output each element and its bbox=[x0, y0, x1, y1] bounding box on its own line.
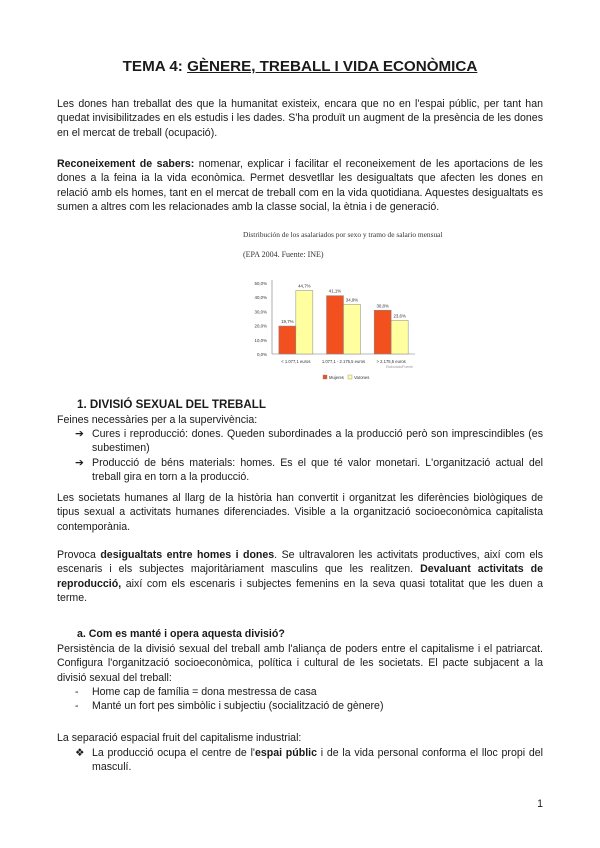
x-tick-label: < 1.077,1 euros bbox=[281, 359, 311, 364]
legend-label: Varones bbox=[354, 375, 370, 380]
y-tick-label: 10,0% bbox=[254, 337, 267, 343]
section1-para2 bbox=[57, 548, 543, 605]
y-tick-label: 50,0% bbox=[254, 281, 267, 286]
bar-varones bbox=[391, 320, 408, 354]
diamond-t2: i de la vida personal conforma el lloc propi del masculí. bbox=[92, 747, 543, 774]
section1-para1: Les societats humanes al llarg de la història han convertit i organitzat les diferències biològiques de tipus sexual a activitats humanes diferenciades. Visible a la organització socioeconòmica capitalista contemporània. bbox=[57, 492, 543, 533]
bar-varones bbox=[344, 304, 361, 354]
para2-t1: Provoca bbox=[57, 549, 101, 561]
subsection-a-diamonds bbox=[57, 746, 543, 775]
title-main: GÈNERE, TREBALL I VIDA ECONÒMICA bbox=[187, 58, 478, 75]
reconeixement-label: Reconeixement de sabers: bbox=[57, 158, 195, 170]
para2-b2: Devaluant activitats de reproducció, bbox=[57, 563, 543, 590]
title-prefix: TEMA 4: bbox=[122, 58, 188, 75]
bar-data-label: 23,6% bbox=[393, 313, 406, 319]
page-title bbox=[57, 57, 543, 77]
dash-icon: - bbox=[75, 700, 79, 713]
section1-heading: 1. DIVISIÓ SEXUAL DEL TREBALL bbox=[77, 398, 266, 411]
section1-bullets bbox=[57, 427, 543, 484]
dash-text: Manté un fort pes simbòlic i subjectiu (socialització de gènere) bbox=[92, 700, 384, 713]
list-item bbox=[57, 427, 543, 456]
bar-data-label: 19,7% bbox=[281, 319, 294, 325]
legend-swatch bbox=[348, 375, 352, 379]
bar-mujeres bbox=[374, 310, 391, 354]
x-tick-label: > 2.175,5 euros bbox=[376, 359, 406, 364]
section1-lead: Feines necessàries per a la supervivència: bbox=[57, 414, 258, 426]
y-tick-label: 20,0% bbox=[254, 323, 267, 329]
diamond-t1: La producció ocupa el centre de l' bbox=[92, 747, 255, 759]
para2-t3: així com els escenaris i subjectes femenins en la seva quasi totalitat que les duen a terme. bbox=[57, 577, 543, 604]
page-number: 1 bbox=[537, 798, 543, 810]
chart-subtitle: (EPA 2004. Fuente: INE) bbox=[243, 250, 324, 259]
reconeixement-text: nomenar, explicar i facilitar el reconeixement de les aportacions de les dones a la feina ia la vida econòmica. Permet desvetllar les desigualtats que afecten les dones en relació amb els homes, tant en el mercat de treball com en la vida quotidiana. Aquestes desigualtats es sumen a altres com les relacionades amb la classe social, la ètnia i de generació. bbox=[57, 158, 543, 213]
bar-data-label: 34,9% bbox=[345, 297, 359, 303]
intro-paragraph: Les dones han treballat des que la humanitat existeix, encara que no en l'espai públic, per tant han quedat invisibilitzades en els estudis i les dades. S'ha produït un augment de la presència de les dones en el mercat de treball (ocupació). bbox=[57, 98, 543, 139]
diamond-icon: ❖ bbox=[75, 747, 85, 759]
para2-t2: . Se ultravaloren les activitats productives, així com els escenaris i els subjectes majoritàriament masculins que les realitzen. bbox=[57, 549, 543, 576]
bar-data-label: 44,7% bbox=[298, 283, 311, 289]
list-item bbox=[57, 685, 543, 699]
subsection-a-dashes bbox=[57, 685, 543, 714]
bar-mujeres bbox=[279, 326, 296, 354]
y-tick-label: 0,0% bbox=[256, 352, 267, 357]
list-item bbox=[57, 746, 543, 775]
arrow-icon: ➔ bbox=[75, 456, 84, 469]
y-tick-label: 30,0% bbox=[254, 309, 267, 315]
bar-mujeres bbox=[327, 296, 344, 354]
x-tick-label: 1.077,1 - 2.175,5 euros bbox=[321, 359, 366, 364]
reconeixement-paragraph bbox=[57, 157, 543, 214]
salary-chart bbox=[187, 228, 443, 383]
arrow-icon: ➔ bbox=[75, 428, 84, 440]
para2-b1: desigualtats entre homes i dones bbox=[100, 549, 275, 561]
legend-label: Mujeres bbox=[329, 375, 344, 380]
y-tick-label: 40,0% bbox=[254, 295, 267, 301]
bar-data-label: 30,8% bbox=[376, 303, 389, 309]
dash-text: Home cap de família = dona mestressa de casa bbox=[92, 686, 317, 698]
legend-swatch bbox=[323, 375, 327, 379]
separacio-text: La separació espacial fruit del capitalisme industrial: bbox=[57, 732, 302, 744]
subsection-a-heading: a. Com es manté i opera aquesta divisió? bbox=[77, 628, 285, 640]
salary-chart-svg bbox=[187, 228, 443, 383]
bullet-text: Producció de béns materials: homes. Es el que té valor monetari. L'organització actual del treball gira en torn a la producció. bbox=[92, 456, 543, 483]
chart-title: Distribución de los asalariados por sexo y tramo de salario mensual bbox=[243, 230, 443, 239]
subsection-a-para: Persistència de la divisió sexual del treball amb l'aliança de poders entre el capitalisme i el patriarcat. Configura l'organització socioeconòmica, política i cultural de les societats. El pacte subjacent a la divisió sexual del treball: bbox=[57, 643, 543, 684]
bar-data-label: 41,1% bbox=[328, 288, 342, 294]
diamond-b1: espai públic bbox=[254, 747, 317, 759]
chart-source-note: Elaborado/Fuente bbox=[386, 365, 413, 369]
list-item bbox=[57, 456, 543, 485]
dash-icon: - bbox=[75, 686, 79, 698]
bar-varones bbox=[296, 291, 313, 354]
list-item bbox=[57, 699, 543, 713]
bullet-text: Cures i reproducció: dones. Queden subordinades a la producció però son imprescindibles (es subestimen) bbox=[92, 428, 543, 455]
